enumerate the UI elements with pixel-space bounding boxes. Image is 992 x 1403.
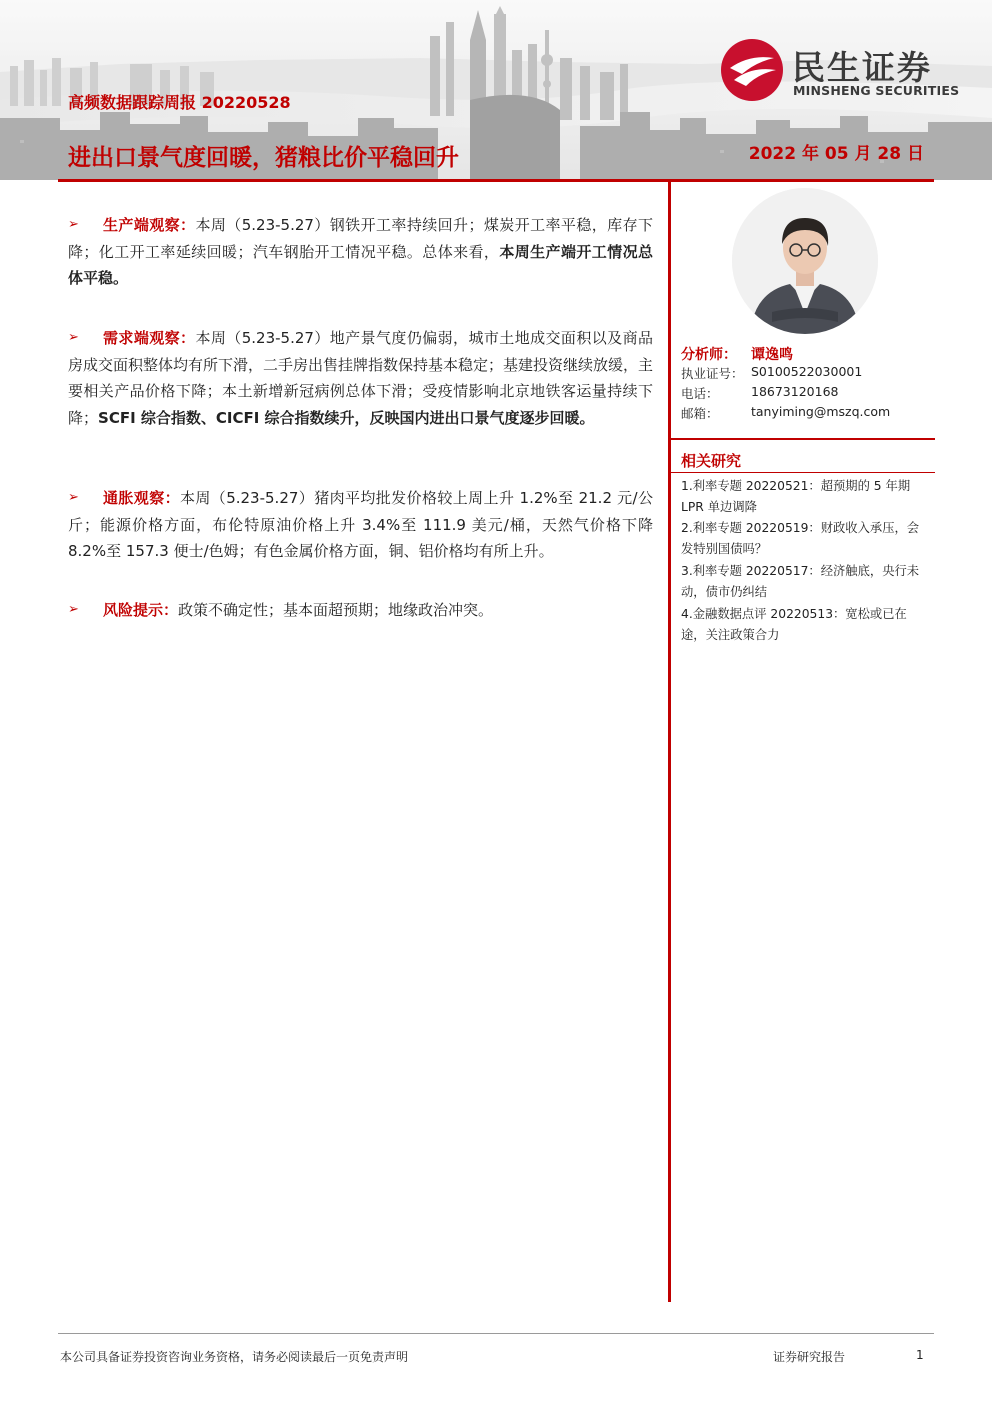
section-body — [68, 485, 653, 565]
license-label: 执业证号： — [681, 366, 744, 381]
related-item[interactable]: 3.利率专题 20220517：经济触底，央行未动，债市仍纠结 — [681, 564, 920, 599]
analyst-label: 分析师： — [681, 347, 737, 363]
footer-divider — [58, 1333, 934, 1334]
related-item[interactable]: 1.利率专题 20220521：超预期的 5 年期 LPR 单边调降 — [681, 479, 911, 514]
bullet-arrow-icon: ➢ — [68, 490, 79, 505]
section-demand — [68, 325, 653, 431]
section-inflation — [68, 485, 653, 565]
report-date: 2022 年 05 月 28 日 — [748, 144, 924, 164]
email-row — [681, 404, 935, 424]
analyst-row — [681, 344, 935, 364]
sidebar-divider — [671, 438, 935, 440]
section-risk — [68, 597, 653, 624]
bullet-arrow-icon: ➢ — [68, 330, 79, 345]
minsheng-logo — [720, 38, 960, 102]
report-series: 高频数据跟踪周报 20220528 — [68, 93, 291, 112]
email-value[interactable]: tanyiming@mszq.com — [751, 404, 891, 419]
report-headline: 进出口景气度回暖，猪粮比价平稳回升 — [68, 145, 459, 171]
analyst-photo — [732, 188, 878, 334]
bullet-arrow-icon: ➢ — [68, 217, 79, 232]
section-text: 政策不确定性；基本面超预期；地缘政治冲突。 — [178, 601, 494, 619]
footer-doc-type: 证券研究报告 — [773, 1350, 846, 1364]
phone-value: 18673120168 — [751, 384, 839, 399]
analyst-name: 谭逸鸣 — [751, 347, 793, 363]
phone-label: 电话： — [681, 386, 719, 401]
header-banner — [0, 0, 992, 180]
logo-english-text: MINSHENG SECURITIES — [793, 83, 960, 98]
section-text: 本周（5.23-5.27）地产景气度仍偏弱，城市土地成交面积以及商品房成交面积整体均有所下滑，二手房出售挂牌指数保持基本稳定；基建投资继续放缓，主要相关产品价格下降；本土新增新冠病例总体下滑；受疫情影响北京地铁客运量持续下降； — [68, 329, 654, 427]
section-text: 本周（5.23-5.27）猪肉平均批发价格较上周上升 1.2%至 21.2 元/公斤；能源价格方面，布伦特原油价格上升 3.4%至 111.9 美元/桶，天然气价格下降 8.2%至 157.3 便士/色姆；有色金属价格方面，铜、铝价格均有所上升。 — [68, 489, 653, 560]
related-research-title: 相关研究 — [681, 452, 742, 470]
page-number: 1 — [916, 1348, 924, 1362]
license-row — [681, 364, 935, 384]
section-conclusion: SCFI 综合指数、CICFI 综合指数续升，反映国内进出口景气度逐步回暖。 — [98, 408, 595, 427]
phone-row — [681, 384, 935, 404]
bullet-arrow-icon: ➢ — [68, 602, 79, 617]
minsheng-logo-icon — [720, 38, 784, 102]
column-divider — [668, 182, 671, 1302]
footer-disclaimer: 本公司具备证券投资咨询业务资格，请务必阅读最后一页免责声明 — [60, 1350, 409, 1364]
header-divider — [58, 179, 934, 182]
section-body — [68, 212, 653, 292]
section-lead: 生产端观察： — [103, 216, 196, 234]
license-value: S0100522030001 — [751, 364, 863, 379]
logo-chinese-text: 民生证券 — [792, 48, 932, 87]
section-lead: 通胀观察： — [103, 489, 180, 507]
section-body — [68, 325, 653, 431]
section-lead: 需求端观察： — [103, 329, 196, 347]
email-label: 邮箱： — [681, 406, 719, 421]
related-item[interactable]: 2.利率专题 20220519：财政收入承压，会发特别国债吗？ — [681, 521, 920, 556]
section-text: 本周（5.23-5.27）钢铁开工率持续回升；煤炭开工率平稳，库存下降；化工开工率延续回暖；汽车钢胎开工情况平稳。总体来看， — [68, 216, 653, 261]
related-item[interactable]: 4.金融数据点评 20220513：宽松或已在途，关注政策合力 — [681, 607, 907, 642]
section-body — [68, 597, 653, 624]
sidebar-divider — [671, 472, 935, 473]
section-production — [68, 212, 653, 292]
section-conclusion: 本周生产端开工情况总体平稳。 — [68, 242, 653, 287]
section-lead: 风险提示： — [103, 601, 179, 619]
